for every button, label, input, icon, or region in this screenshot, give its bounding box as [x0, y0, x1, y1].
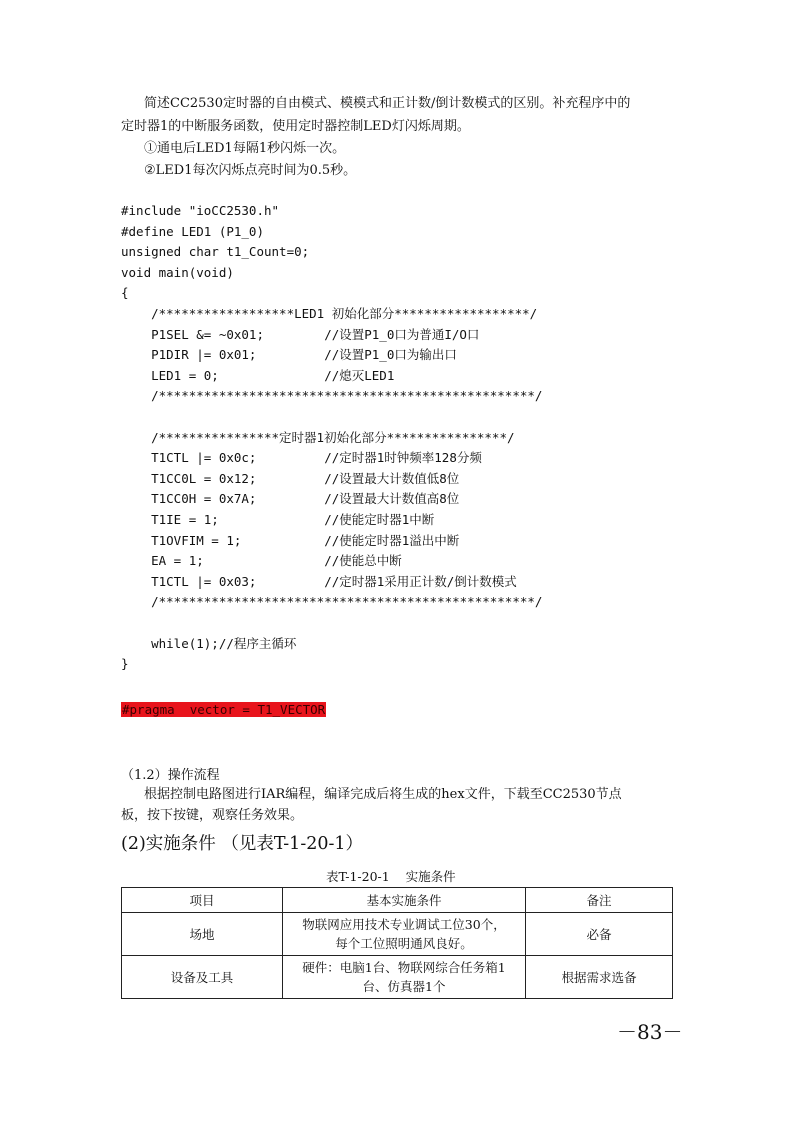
table-header-row	[122, 888, 673, 913]
process-line-2: 板，按下按键，观察任务效果。	[121, 808, 304, 823]
code-line: }	[121, 656, 129, 671]
header-item: 项目	[122, 888, 283, 913]
row-condition-line-1: 物联网应用技术专业调试工位30个，	[302, 917, 506, 932]
code-line: P1SEL &= ~0x01; //设置P1_0口为普通I/O口	[121, 327, 480, 342]
code-line: #define LED1 (P1_0)	[121, 224, 264, 239]
table-caption: 表T-1-20-1 实施条件	[326, 869, 456, 884]
code-line: T1CTL |= 0x03; //定时器1采用正计数/倒计数模式	[121, 574, 517, 589]
header-note: 备注	[526, 888, 673, 913]
row-condition-line-1: 硬件：电脑1台、物联网综合任务箱1	[302, 960, 506, 975]
section-heading: (2)实施条件 （见表T-1-20-1）	[121, 834, 364, 854]
row-condition-line-2: 每个工位照明通风良好。	[335, 936, 473, 951]
code-line: #include "ioCC2530.h"	[121, 203, 280, 218]
code-line: unsigned char t1_Count=0;	[121, 244, 310, 259]
row-item: 设备及工具	[122, 956, 283, 999]
process-title: （1.2）操作流程	[121, 768, 220, 783]
row-condition-line-2: 台、仿真器1个	[362, 979, 446, 994]
page-number: －83－	[617, 1020, 683, 1044]
requirement-2: ②LED1每次闪烁点亮时间为0.5秒。	[144, 163, 357, 178]
code-line: T1CC0L = 0x12; //设置最大计数值低8位	[121, 471, 460, 486]
code-line: P1DIR |= 0x01; //设置P1_0口为输出口	[121, 347, 457, 362]
conditions-table	[121, 887, 673, 999]
row-condition	[283, 956, 526, 999]
table-row	[122, 956, 673, 999]
requirement-1: ①通电后LED1每隔1秒闪烁一次。	[144, 141, 346, 156]
code-line: T1CC0H = 0x7A; //设置最大计数值高8位	[121, 491, 460, 506]
row-condition	[283, 913, 526, 956]
pragma-line	[121, 700, 326, 720]
intro-line-1: 简述CC2530定时器的自由模式、模模式和正计数/倒计数模式的区别。补充程序中的	[144, 96, 631, 111]
code-line: /**************************************************/	[121, 594, 543, 609]
code-line: T1IE = 1; //使能定时器1中断	[121, 512, 435, 527]
header-condition: 基本实施条件	[283, 888, 526, 913]
process-line-1: 根据控制电路图进行IAR编程，编译完成后将生成的hex文件，下载至CC2530节点	[144, 787, 622, 802]
code-line: /******************LED1 初始化部分******************/	[121, 306, 538, 321]
intro-line-2: 定时器1的中断服务函数，使用定时器控制LED灯闪烁周期。	[121, 119, 470, 134]
code-line: void main(void)	[121, 265, 234, 280]
code-line: T1OVFIM = 1; //使能定时器1溢出中断	[121, 533, 460, 548]
code-line: /**************************************************/	[121, 388, 543, 403]
code-line: while(1);//程序主循环	[121, 636, 297, 651]
code-line: LED1 = 0; //熄灭LED1	[121, 368, 395, 383]
code-line: T1CTL |= 0x0c; //定时器1时钟频率128分频	[121, 450, 482, 465]
pragma-highlight: #pragma vector = T1_VECTOR	[122, 702, 326, 717]
code-line: {	[121, 285, 129, 300]
code-line: /****************定时器1初始化部分****************/	[121, 430, 515, 445]
code-line: EA = 1; //使能总中断	[121, 553, 402, 568]
row-note: 根据需求选备	[526, 956, 673, 999]
row-note: 必备	[526, 913, 673, 956]
row-item: 场地	[122, 913, 283, 956]
table-row	[122, 913, 673, 956]
